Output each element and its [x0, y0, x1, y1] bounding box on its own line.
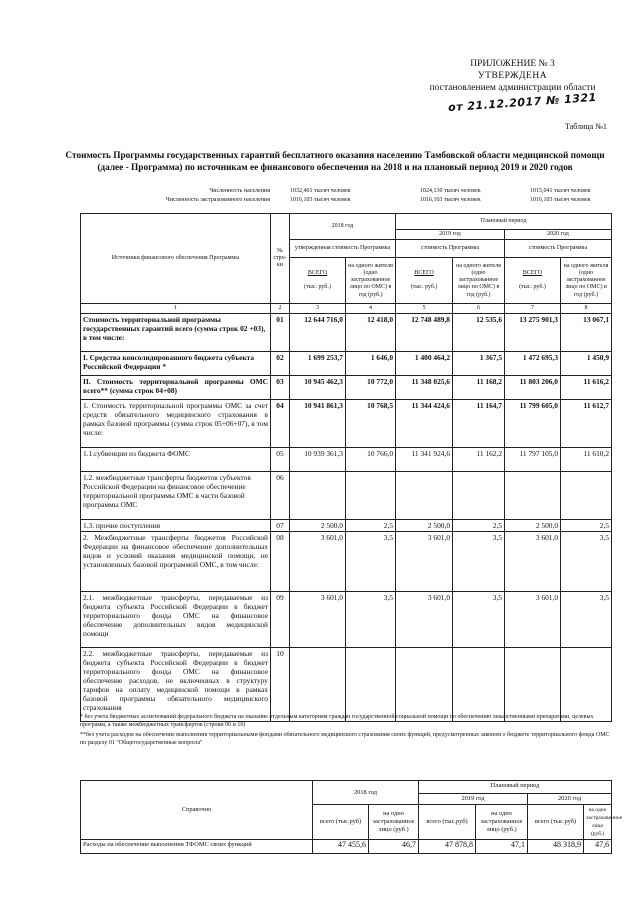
- cell: 1 400 464,2: [396, 352, 453, 376]
- header-approved-cost: утвержденная стоимость Программы: [290, 240, 396, 258]
- approval-header: [420, 58, 605, 94]
- cell: [561, 472, 612, 520]
- cell: 3,5: [453, 592, 505, 648]
- row-no: 10: [271, 648, 290, 722]
- cell: 1 367,5: [453, 352, 505, 376]
- population-2019: 1024,130 тысяч человек: [420, 188, 481, 194]
- row-label: 1. Стоимость территориальной программы ОМС за счет средств обязательного медицинского страхования в рамках базовой программы (сумма строк 05+06+07), в том числе:: [81, 400, 271, 448]
- row-no: 09: [271, 592, 290, 648]
- decree-label: постановлением администрации области: [429, 83, 596, 93]
- cell: [290, 472, 346, 520]
- header-cost-2020: стоимость Программы: [505, 240, 612, 258]
- row-label: 1.2. межбюджетные трансферты бюджетов субъектов Российской Федерации на финансовое обеспечение территориальной программы ОМС в части базовой программы ОМС: [81, 472, 271, 520]
- cell: [396, 472, 453, 520]
- cell: 2 500,0: [505, 520, 561, 532]
- colnum: 3: [290, 304, 346, 314]
- row-no: 02: [271, 352, 290, 376]
- cell: 3 601,0: [396, 532, 453, 592]
- cell: 11 803 206,0: [505, 376, 561, 400]
- cell: 2 500,0: [396, 520, 453, 532]
- table-row: [81, 520, 612, 532]
- header-total-2019: ВСЕГО (тыс. руб.): [396, 258, 453, 304]
- row-label: 2.2. межбюджетные трансферты, передаваемые из бюджета субъекта Российской Федерации в бюджет территориального фонда ОМС на финансовое обеспечение расходов, не включенных в структуру тарифов на оплату медицинской помощи в рамках базовой программы обязательного медицинского страхования: [81, 648, 271, 722]
- header-2019: 2019 год: [396, 230, 505, 240]
- footnote-2: **без учета расходов на обеспечение выполнения территориальными фондами обязательного медицинского страхования своих функций, предусмотренных законом о бюджете территориального фонда ОМС по разделу 01 "Общегосударственные вопросы": [80, 732, 610, 746]
- cell: 3,5: [346, 592, 396, 648]
- cell: 1 699 253,7: [290, 352, 346, 376]
- approved-label: УТВЕРЖДЕНА: [477, 71, 548, 81]
- table-row: [81, 352, 612, 376]
- cell: 2,5: [453, 520, 505, 532]
- table-row: [81, 472, 612, 520]
- colnum: 7: [505, 304, 561, 314]
- ref-header-plan: Плановый период: [419, 781, 612, 794]
- cell: [346, 648, 396, 722]
- table-row: [81, 400, 612, 448]
- footnote-1: * без учета бюджетных ассигнований федерального бюджета на оказание отдельным категориям граждан государственной социальной помощи по обеспечению лекарственными препаратами, целевых программ, а также межбюджетных трансфертов (строки 06 и 10): [80, 714, 594, 728]
- cell: 3 601,0: [505, 532, 561, 592]
- colnum: 4: [346, 304, 396, 314]
- row-no: 06: [271, 472, 290, 520]
- cell: 1 450,9: [561, 352, 612, 376]
- cell: [453, 472, 505, 520]
- cell: 3,5: [561, 592, 612, 648]
- row-label: I. Средства консолидированного бюджета субъекта Российской Федерации *: [81, 352, 271, 376]
- row-no: 01: [271, 314, 290, 352]
- header-per-person-2019: на одного жителя (одно застрахованное лицо по ОМС) в год (руб.): [453, 258, 505, 304]
- cell: 3 601,0: [396, 592, 453, 648]
- insured-population-2018: 1016,103 тысяч человек: [290, 197, 351, 203]
- cell: 3,5: [346, 532, 396, 592]
- cell: 11 344 424,6: [396, 400, 453, 448]
- program-cost-table: [80, 213, 612, 722]
- cell: 2 500,0: [290, 520, 346, 532]
- ref-header-per-insured-2019: на одно застрахованное лицо (руб.): [476, 805, 528, 840]
- ref-header-per-insured-2020: на одно застрахованное лицо (руб.): [584, 805, 612, 840]
- colnum: 8: [561, 304, 612, 314]
- cell: 12 644 716,0: [290, 314, 346, 352]
- cell: 2,5: [346, 520, 396, 532]
- row-label: 2.1. межбюджетные трансферты, передаваемые из бюджета субъекта Российской Федерации в бюджет территориального фонда ОМС на финансовое обеспечение дополнительных видов медицинской помощи: [81, 592, 271, 648]
- header-2020: 2020 год: [505, 230, 612, 240]
- ref-header-total-2019: всего (тыс.руб): [419, 805, 476, 840]
- cell: 11 612,7: [561, 400, 612, 448]
- cell: [505, 648, 561, 722]
- table-row: [81, 448, 612, 472]
- cell: 11 797 105,0: [505, 448, 561, 472]
- cell: 3,5: [453, 532, 505, 592]
- cell: 11 168,2: [453, 376, 505, 400]
- colnum: 6: [453, 304, 505, 314]
- cell: 11 610,2: [561, 448, 612, 472]
- table-row: [81, 376, 612, 400]
- cell: 47 878,8: [419, 840, 476, 854]
- cell: 2,5: [561, 520, 612, 532]
- ref-header-2020: 2020 год: [528, 794, 612, 805]
- cell: [346, 472, 396, 520]
- table-row: [81, 314, 612, 352]
- handwritten-date-signature: от 21.12.2017 № 1321: [447, 90, 598, 115]
- population-2018: 1032,401 тысяч человек: [290, 188, 351, 194]
- insured-population-label: Численность застрахованного населения: [165, 197, 270, 203]
- row-no: 05: [271, 448, 290, 472]
- cell: 10 766,0: [346, 448, 396, 472]
- cell: [453, 648, 505, 722]
- cell: 47,1: [476, 840, 528, 854]
- row-label: 1.3. прочие поступления: [81, 520, 271, 532]
- table-row: [81, 592, 612, 648]
- cell: 11 162,2: [453, 448, 505, 472]
- cell: 11 341 924,6: [396, 448, 453, 472]
- population-label: Численность населения: [209, 188, 270, 194]
- header-cost-2019: стоимость Программы: [396, 240, 505, 258]
- header-source: Источники финансового обеспечения Программы: [81, 214, 271, 304]
- header-total-2020: ВСЕГО (тыс. руб.): [505, 258, 561, 304]
- appendix-label: ПРИЛОЖЕНИЕ № 3: [470, 59, 555, 69]
- cell: 11 164,7: [453, 400, 505, 448]
- cell: 10 939 361,3: [290, 448, 346, 472]
- table-row: [81, 840, 612, 854]
- cell: [561, 648, 612, 722]
- header-2018: 2018 год: [290, 214, 396, 240]
- row-no: 04: [271, 400, 290, 448]
- column-numbers-row: [81, 304, 612, 314]
- row-no: 07: [271, 520, 290, 532]
- cell: 3,5: [561, 532, 612, 592]
- cell: 3 601,0: [505, 592, 561, 648]
- cell: 46,7: [369, 840, 419, 854]
- insured-population-2019: 1016,103 тысяч человек: [420, 197, 481, 203]
- cell: 1 646,0: [346, 352, 396, 376]
- cell: 12 748 489,8: [396, 314, 453, 352]
- insured-population-2020: 1016,103 тысяч человек: [530, 197, 591, 203]
- cell: 10 941 861,3: [290, 400, 346, 448]
- cell: 3 601,0: [290, 532, 346, 592]
- colnum: 2: [271, 304, 290, 314]
- colnum: 5: [396, 304, 453, 314]
- ref-header-label: Справочно: [81, 781, 313, 840]
- cell: 13 067,1: [561, 314, 612, 352]
- cell: 10 768,5: [346, 400, 396, 448]
- ref-header-total-2020: всего (тыс.руб): [528, 805, 584, 840]
- cell: 10 772,0: [346, 376, 396, 400]
- header-per-person-2018: на одного жителя (одно застрахованное лицо по ОМС) в год (руб.): [346, 258, 396, 304]
- table-row: [81, 532, 612, 592]
- row-label: II. Стоимость территориальной программы ОМС всего** (сумма строк 04+08): [81, 376, 271, 400]
- header-total-2018: ВСЕГО (тыс. руб.): [290, 258, 346, 304]
- cell: 10 945 462,3: [290, 376, 346, 400]
- header-per-person-2020: на одного жителя (одно застрахованное лицо по ОМС) в год (руб.): [561, 258, 612, 304]
- ref-header-per-insured-2018: на одно застрахованное лицо (руб.): [369, 805, 419, 840]
- cell: [290, 648, 346, 722]
- cell: 48 318,9: [528, 840, 584, 854]
- cell: 13 275 901,3: [505, 314, 561, 352]
- row-label: 1.1.субвенции из бюджета ФОМС: [81, 448, 271, 472]
- cell: 12 535,6: [453, 314, 505, 352]
- row-no: 03: [271, 376, 290, 400]
- header-line-no: № стро-ки: [271, 214, 290, 304]
- population-info: [0, 188, 640, 208]
- row-label: 2. Межбюджетные трансферты бюджетов Российской Федерации на финансовое обеспечение дополнительных видов и условий оказания медицинской помощи, не установленных базовой программой ОМС, в том числе:: [81, 532, 271, 592]
- colnum: 1: [81, 304, 271, 314]
- cell: 47 455,6: [313, 840, 369, 854]
- table-label: Таблица №1: [565, 122, 607, 131]
- page-title: Стоимость Программы государственных гарантий бесплатного оказания населению Тамбовской области медицинской помощи (далее - Программа) по источникам ее финансового обеспечения на 2018 и на плановый период 2019 и 2020 годов: [65, 151, 605, 173]
- cell: 11 348 025,6: [396, 376, 453, 400]
- cell: [505, 472, 561, 520]
- cell: 1 472 695,3: [505, 352, 561, 376]
- reference-table: [80, 780, 623, 854]
- row-label: Стоимость территориальной программы государственных гарантий всего (сумма строк 02 +03), в том числе:: [81, 314, 271, 352]
- header-plan-period: Плановый период: [396, 214, 612, 230]
- table-row: [81, 648, 612, 722]
- population-2020: 1015,041 тысяч человек: [530, 188, 591, 194]
- cell: 47,6: [584, 840, 612, 854]
- ref-header-2018: 2018 год: [313, 781, 419, 805]
- cell: 11 799 605,0: [505, 400, 561, 448]
- ref-header-2019: 2019 год: [419, 794, 528, 805]
- cell: 11 616,2: [561, 376, 612, 400]
- ref-header-total-2018: всего (тыс.руб): [313, 805, 369, 840]
- cell: [396, 648, 453, 722]
- row-no: 08: [271, 532, 290, 592]
- ref-row-label: Расходы на обеспечение выполнения ТФОМС своих функций: [81, 840, 313, 854]
- footnotes: [80, 713, 611, 747]
- cell: 12 418,0: [346, 314, 396, 352]
- cell: 3 601,0: [290, 592, 346, 648]
